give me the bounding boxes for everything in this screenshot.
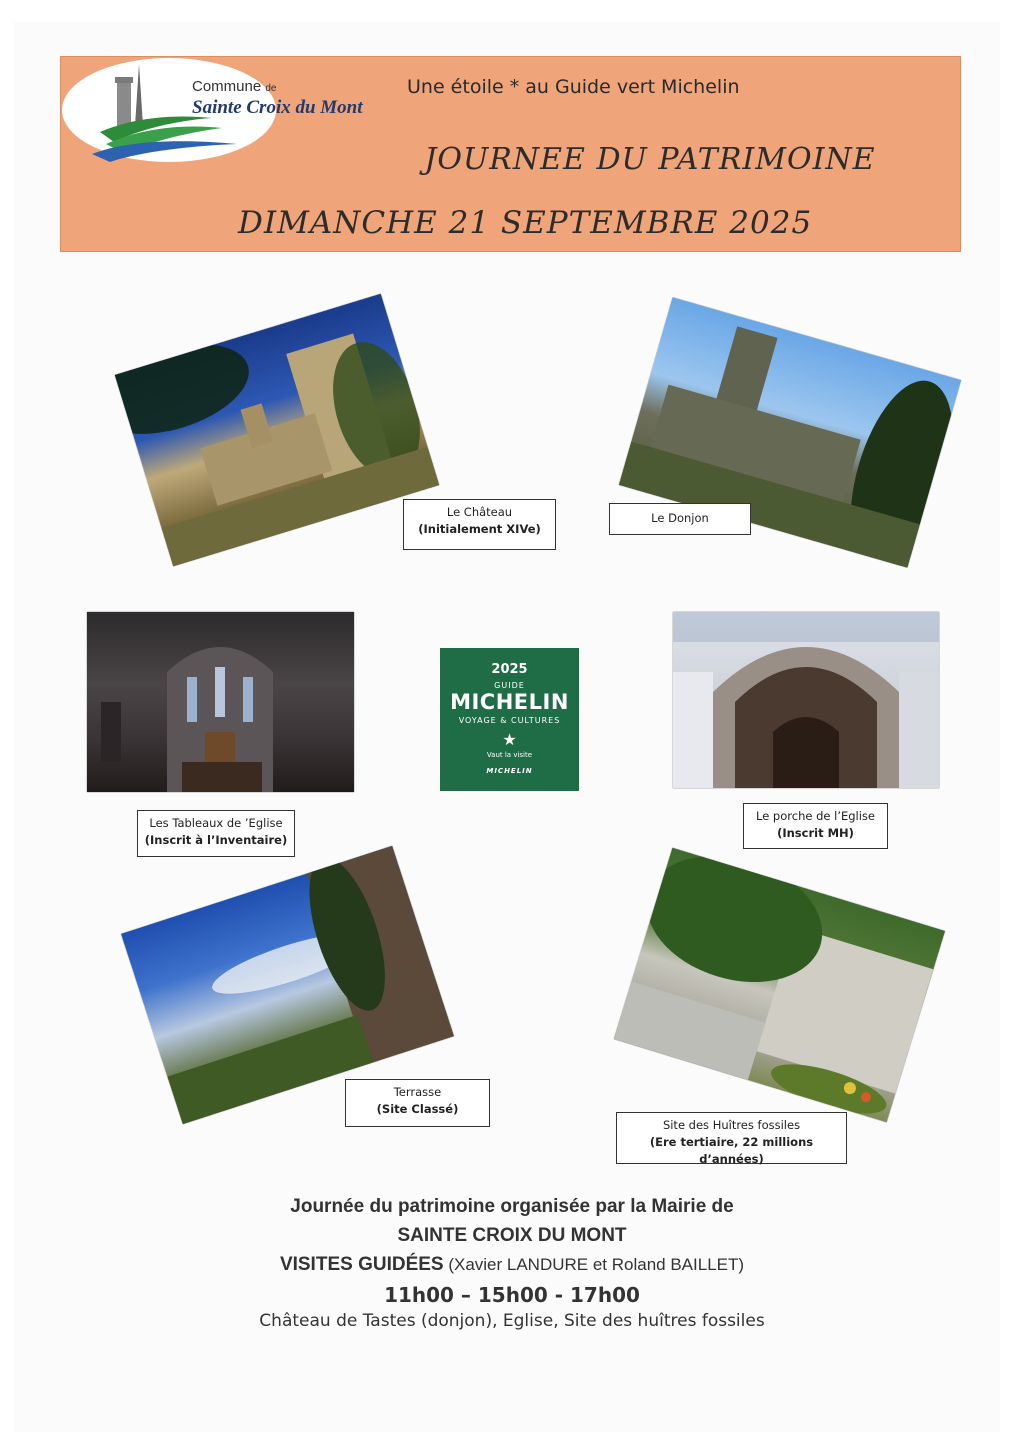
event-date: DIMANCHE 21 SEPTEMBRE 2025 [238, 205, 813, 241]
footer-guided-visits [0, 1254, 1024, 1276]
guided-visits-label: VISITES GUIDÉES [279, 1254, 444, 1275]
photo-tableaux [87, 612, 354, 792]
caption-chateau: Le Château (Initialement XIVe) [403, 499, 556, 550]
michelin-subtitle: VOYAGE & CULTURES [458, 716, 561, 725]
footer-organizer-line: Journée du patrimoine organisée par la Mairie de [290, 1196, 734, 1217]
caption-porche: Le porche de l’Eglise (Inscrit MH) [743, 803, 888, 849]
logo-commune-label: Commune de [192, 78, 277, 95]
michelin-vaut-la-visite: Vaut la visite [486, 751, 533, 759]
michelin-year: 2025 [491, 662, 528, 677]
michelin-brand: MICHELIN [450, 690, 569, 714]
michelin-guide-label: GUIDE [494, 681, 525, 690]
caption-huitres: Site des Huîtres fossiles (Ere tertiaire, 22 millions d’années) [616, 1112, 847, 1164]
footer-visit-sites: Château de Tastes (donjon), Eglise, Site des huîtres fossiles [259, 1311, 765, 1331]
caption-terrasse: Terrasse (Site Classé) [345, 1079, 490, 1127]
caption-donjon: Le Donjon [609, 503, 751, 535]
guided-visits-guides: (Xavier LANDURE et Roland BAILLET) [443, 1255, 745, 1274]
michelin-badge [440, 648, 579, 791]
footer-commune-name: SAINTE CROIX DU MONT [397, 1225, 627, 1246]
michelin-logo: MICHELIN [486, 767, 533, 775]
caption-tableaux: Les Tableaux de ’Eglise (Inscrit à l’Inventaire) [137, 810, 295, 857]
photo-porche [673, 612, 939, 788]
footer-visit-times: 11h00 – 15h00 - 17h00 [384, 1283, 640, 1307]
logo-commune-name: Sainte Croix du Mont [192, 97, 363, 118]
michelin-tagline: Une étoile * au Guide vert Michelin [407, 76, 740, 98]
page-title: JOURNEE DU PATRIMOINE [424, 142, 876, 177]
star-icon: ★ [502, 730, 517, 749]
